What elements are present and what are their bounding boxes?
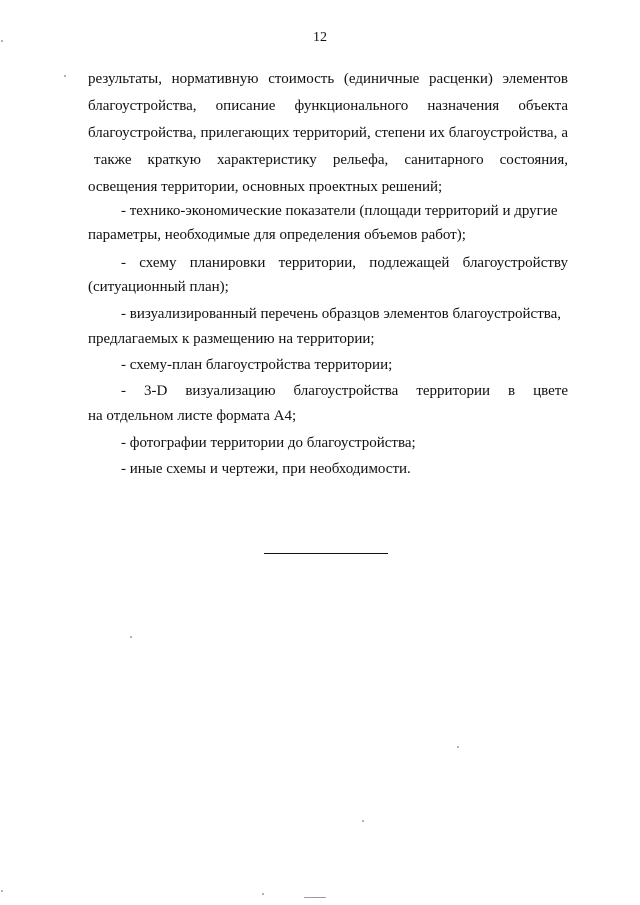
text-line: параметры, необходимые для определения объемов работ);: [88, 227, 466, 243]
text-line: предлагаемых к размещению на территории;: [88, 331, 375, 347]
scan-speck: [362, 820, 364, 822]
text-line: (ситуационный план);: [88, 279, 229, 295]
text-line: благоустройства, описание функционального назначения объекта: [88, 98, 568, 114]
text-line: освещения территории, основных проектных решений;: [88, 179, 443, 195]
scan-speck: [304, 897, 326, 898]
scan-speck: [457, 746, 459, 748]
scan-speck: [1, 40, 3, 42]
scan-speck: [130, 636, 132, 638]
text-line: также краткую характеристику рельефа, санитарного состояния,: [94, 152, 568, 168]
scan-speck: [1, 890, 3, 892]
end-separator-line: [264, 553, 388, 554]
page-number: 12: [313, 30, 327, 45]
list-item: - иные схемы и чертежи, при необходимости.: [121, 461, 411, 477]
scan-speck: [262, 893, 264, 895]
list-item: - схему планировки территории, подлежащей благоустройству: [121, 255, 568, 271]
list-item: - фотографии территории до благоустройства;: [121, 435, 416, 451]
text-line: благоустройства, прилегающих территорий, степени их благоустройства, а: [88, 125, 568, 141]
list-item: - схему-план благоустройства территории;: [121, 357, 393, 373]
text-line: результаты, нормативную стоимость (единичные расценки) элементов: [88, 71, 568, 87]
text-line: на отдельном листе формата А4;: [88, 408, 297, 424]
list-item: - визуализированный перечень образцов элементов благоустройства,: [121, 306, 562, 322]
scan-speck: [64, 75, 66, 77]
list-item: - 3-D визуализацию благоустройства территории в цвете: [121, 383, 568, 399]
list-item: - технико-экономические показатели (площади территорий и другие: [121, 203, 558, 219]
